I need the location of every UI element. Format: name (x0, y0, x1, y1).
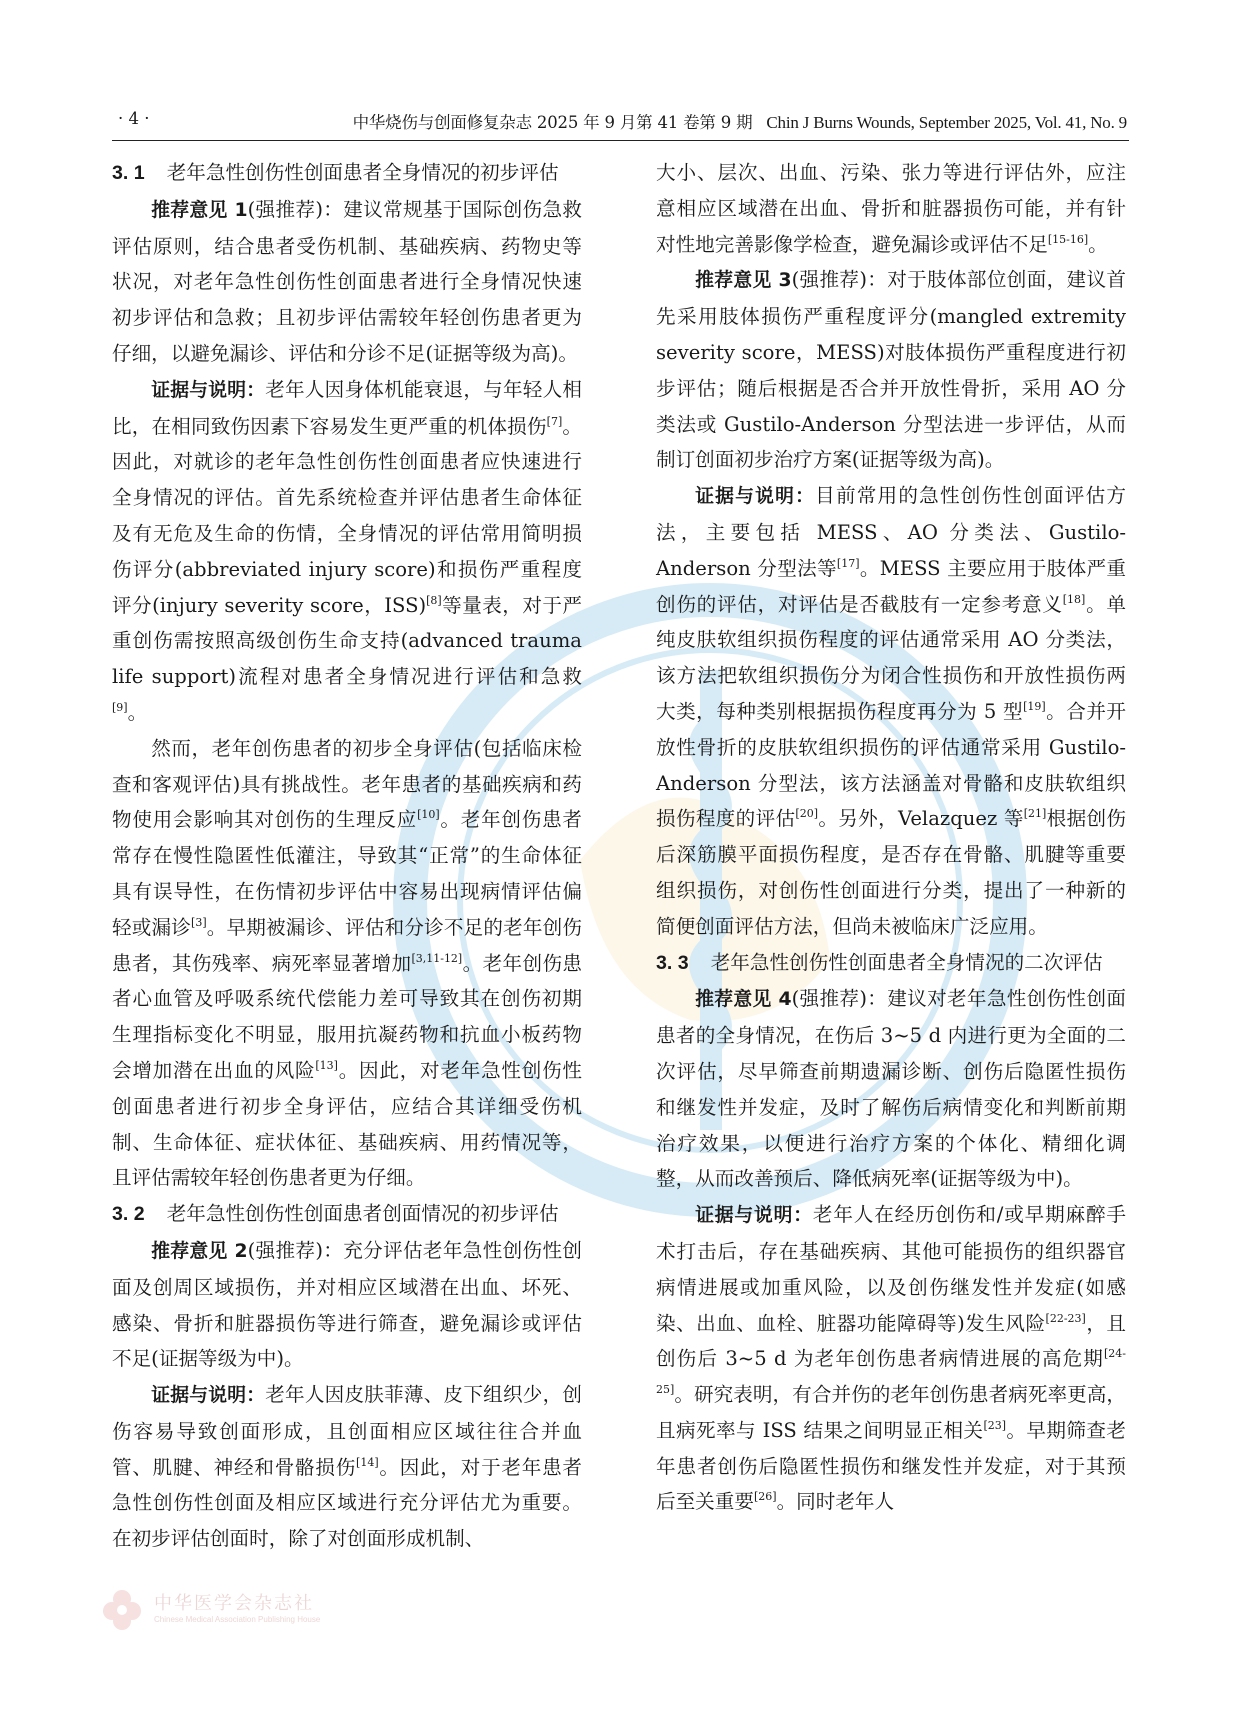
recommendation-text: (强推荐)：充分评估老年急性创伤性创面及创周区域损伤，并对相应区域潜在出血、坏死、感染、骨折和脏器损伤等进行筛查，避免漏诊或评估不足(证据等级为中)。 (112, 1238, 582, 1371)
paragraph (112, 731, 582, 1196)
citation: [7] (546, 414, 563, 428)
journal-title-cn: 中华烧伤与创面修复杂志 2025 年 9 月第 41 卷第 9 期 (352, 113, 753, 132)
left-column (112, 155, 582, 1557)
evidence-text: 老年人因皮肤菲薄、皮下组织少，创伤容易导致创面形成，且创面相应区域往往合并血管、肌腱、神经和骨骼损伤 (112, 1383, 583, 1479)
paragraph-text: 。早期被漏诊、评估和分诊不足的老年创伤患者，其伤残率、病死率显著增加 (112, 915, 583, 975)
citation: [3,11-12] (411, 951, 463, 965)
section-number: 3. 3 (656, 951, 689, 974)
paragraph-text: 。 (1088, 232, 1108, 256)
running-header (112, 100, 1129, 141)
evidence-text: 老年人在经历创伤和/或早期麻醉手术打击后，存在基础疾病、其他可能损伤的组织器官病情进展或加重风险，以及创伤继发性并发症(如感染、出血、血栓、脏器功能障碍等)发生风险 (656, 1203, 1126, 1335)
recommendation-label: 推荐意见 2 (151, 1240, 248, 1262)
paragraph-text: 。因此，对老年急性创伤性创面患者进行初步全身评估，应结合其详细受伤机制、生命体征、症状体征、基础疾病、用药情况等，且评估需较年轻创伤患者更为仔细。 (112, 1058, 583, 1190)
citation: [23] (983, 1418, 1007, 1432)
flower-logo-icon (100, 1587, 144, 1631)
citation: [19] (1023, 699, 1046, 713)
paragraph-text: 大小、层次、出血、污染、张力等进行评估外，应注意相应区域潜在出血、骨折和脏器损伤可能，并有针对性地完善影像学检查，避免漏诊或评估不足 (656, 161, 1126, 256)
recommendation-2 (112, 1233, 582, 1377)
evidence-1 (112, 372, 582, 731)
evidence-text: 老年人因身体机能衰退，与年轻人相比，在相同致伤因素下容易发生更严重的机体损伤 (112, 377, 583, 438)
evidence-4 (656, 1197, 1126, 1520)
evidence-text: 。另外，Velazquez 等 (818, 807, 1024, 831)
citation: [9] (112, 700, 128, 714)
evidence-label: 证据与说明： (695, 1205, 813, 1227)
citation: [13] (315, 1058, 338, 1072)
evidence-text: 。 (127, 700, 148, 724)
citation: [20] (795, 807, 818, 821)
citation: [10] (417, 808, 440, 822)
page-number: · 4 · (118, 109, 150, 128)
recommendation-text: (强推荐)：建议对老年急性创伤性创面患者的全身情况，在伤后 3~5 d 内进行更为全面的二次评估，尽早筛查前期遗漏诊断、创伤后隐匿性损伤和继发性并发症，及时了解伤后病情变化和判断前期治疗效果，以便进行治疗方案的个体化、精细化调整，从而改善预后、降低病死率(证据等级为中)。 (656, 987, 1126, 1191)
evidence-text: 根据创伤后深筋膜平面损伤程度，是否存在骨骼、肌腱等重要组织损伤，对创伤性创面进行分类，提出了一种新的简便创面评估方法，但尚未被临床广泛应用。 (656, 807, 1127, 938)
recommendation-label: 推荐意见 4 (695, 989, 792, 1011)
paragraph-text: 。老年创伤患者心血管及呼吸系统代偿能力差可导致其在创伤初期生理指标变化不明显，服用抗凝药物和抗血小板药物会增加潜在出血的风险 (112, 951, 583, 1082)
recommendation-text: (强推荐)：对于肢体部位创面，建议首先采用肢体损伤严重程度评分(mangled extremity severity score，MESS)对肢体损伤严重程度进行初步评估；随后根据是否合并开放性骨折，采用 AO 分类法或 Gustilo-Anderson 分型法进一步评估，从而制订创面初步治疗方案(证据等级为高)。 (656, 268, 1126, 472)
citation: [21] (1023, 807, 1047, 821)
paragraph-text: 。老年创伤患者常存在慢性隐匿性低灌注，导致其“正常”的生命体征具有误导性，在伤情初步评估中容易出现病情评估偏轻或漏诊 (112, 808, 583, 939)
evidence-3 (656, 478, 1126, 944)
section-title: 老年急性创伤性创面患者全身情况的二次评估 (710, 950, 1103, 974)
publisher-name-en: Chinese Medical Association Publishing House (154, 1615, 321, 1624)
recommendation-3 (656, 262, 1126, 478)
citation: [24-25] (656, 1347, 1126, 1397)
evidence-label: 证据与说明： (151, 1385, 266, 1407)
citation: [15-16] (1047, 232, 1089, 246)
journal-citation (353, 109, 1127, 133)
evidence-text: 目前常用的急性创伤性创面评估方法，主要包括 MESS、AO 分类法、Gustilo-Anderson 分型法等 (656, 484, 1126, 580)
evidence-text: 。MESS 主要应用于肢体严重创伤的评估，对评估是否截肢有一定参考意义 (656, 556, 1126, 616)
recommendation-text: (强推荐)：建议常规基于国际创伤急救评估原则，结合患者受伤机制、基础疾病、药物史等状况，对老年急性创伤性创面患者进行全身情况快速初步评估和急救；且初步评估需较年轻创伤患者更为仔细，以避免漏诊、评估和分诊不足(证据等级为高)。 (112, 197, 582, 365)
recommendation-label: 推荐意见 1 (151, 199, 248, 221)
journal-title-en: Chin J Burns Wounds, September 2025, Vol. 41, No. 9 (766, 113, 1127, 132)
citation: [22-23] (1045, 1311, 1086, 1325)
section-number: 3. 2 (112, 1203, 145, 1226)
evidence-text: 。因此，对就诊的老年急性创伤性创面患者应快速进行全身情况的评估。首先系统检查并评估患者生命体征及有无危及生命的伤情，全身情况的评估常用简明损伤评分(abbreviated injury score)和损伤严重程度评分(injury severity score，ISS) (112, 414, 583, 617)
evidence-text: 。单纯皮肤软组织损伤程度的评估通常采用 AO 分类法，该方法把软组织损伤分为闭合性损伤和开放性损伤两大类，每种类别根据损伤程度再分为 5 型 (656, 592, 1127, 723)
evidence-text: 。研究表明，有合并伤的老年创伤患者病死率更高，且病死率与 ISS 结果之间明显正相关 (656, 1383, 1126, 1442)
recommendation-1 (112, 192, 582, 372)
evidence-text: 。同时老年人 (776, 1490, 895, 1514)
citation: [26] (753, 1490, 777, 1504)
right-column (656, 155, 1126, 1520)
citation: [17] (836, 556, 860, 570)
publisher-name-cn: 中华医学会杂志社 (154, 1593, 314, 1614)
section-3-1-heading (112, 155, 582, 192)
evidence-text: ，且创伤后 3~5 d 为老年创伤患者病情进展的高危期 (656, 1311, 1126, 1371)
recommendation-4 (656, 981, 1126, 1197)
evidence-text: 等量表，对于严重创伤需按照高级创伤生命支持(advanced trauma life support)流程对患者全身情况进行评估和急救 (112, 593, 583, 689)
section-title: 老年急性创伤性创面患者创面情况的初步评估 (166, 1202, 559, 1226)
publisher-logo (100, 1585, 520, 1635)
citation: [3] (191, 915, 207, 929)
evidence-label: 证据与说明： (695, 486, 816, 508)
section-title: 老年急性创伤性创面患者全身情况的初步评估 (166, 161, 559, 184)
evidence-text: 。因此，对于老年患者急性创伤性创面及相应区域进行充分评估尤为重要。在初步评估创面时，除了对创面形成机制、 (112, 1455, 583, 1551)
evidence-text: 。早期筛查老年患者创伤后隐匿性损伤和继发性并发症，对于其预后至关重要 (656, 1418, 1127, 1514)
evidence-label: 证据与说明： (151, 379, 266, 401)
section-3-2-heading (112, 1196, 582, 1233)
recommendation-label: 推荐意见 3 (695, 270, 792, 292)
paragraph-continued (656, 155, 1126, 262)
evidence-text: 。合并开放性骨折的皮肤软组织损伤的评估通常采用 Gustilo-Anderson 分型法，该方法涵盖对骨骼和皮肤软组织损伤程度的评估 (656, 699, 1126, 831)
paragraph-text: 然而，老年创伤患者的初步全身评估(包括临床检查和客观评估)具有挑战性。老年患者的基础疾病和药物使用会影响其对创伤的生理反应 (112, 736, 582, 832)
section-3-3-heading (656, 945, 1126, 982)
evidence-2 (112, 1377, 582, 1557)
citation: [14] (356, 1455, 379, 1469)
section-number: 3. 1 (112, 162, 145, 184)
citation: [18] (1062, 592, 1086, 606)
citation: [8] (426, 593, 442, 607)
